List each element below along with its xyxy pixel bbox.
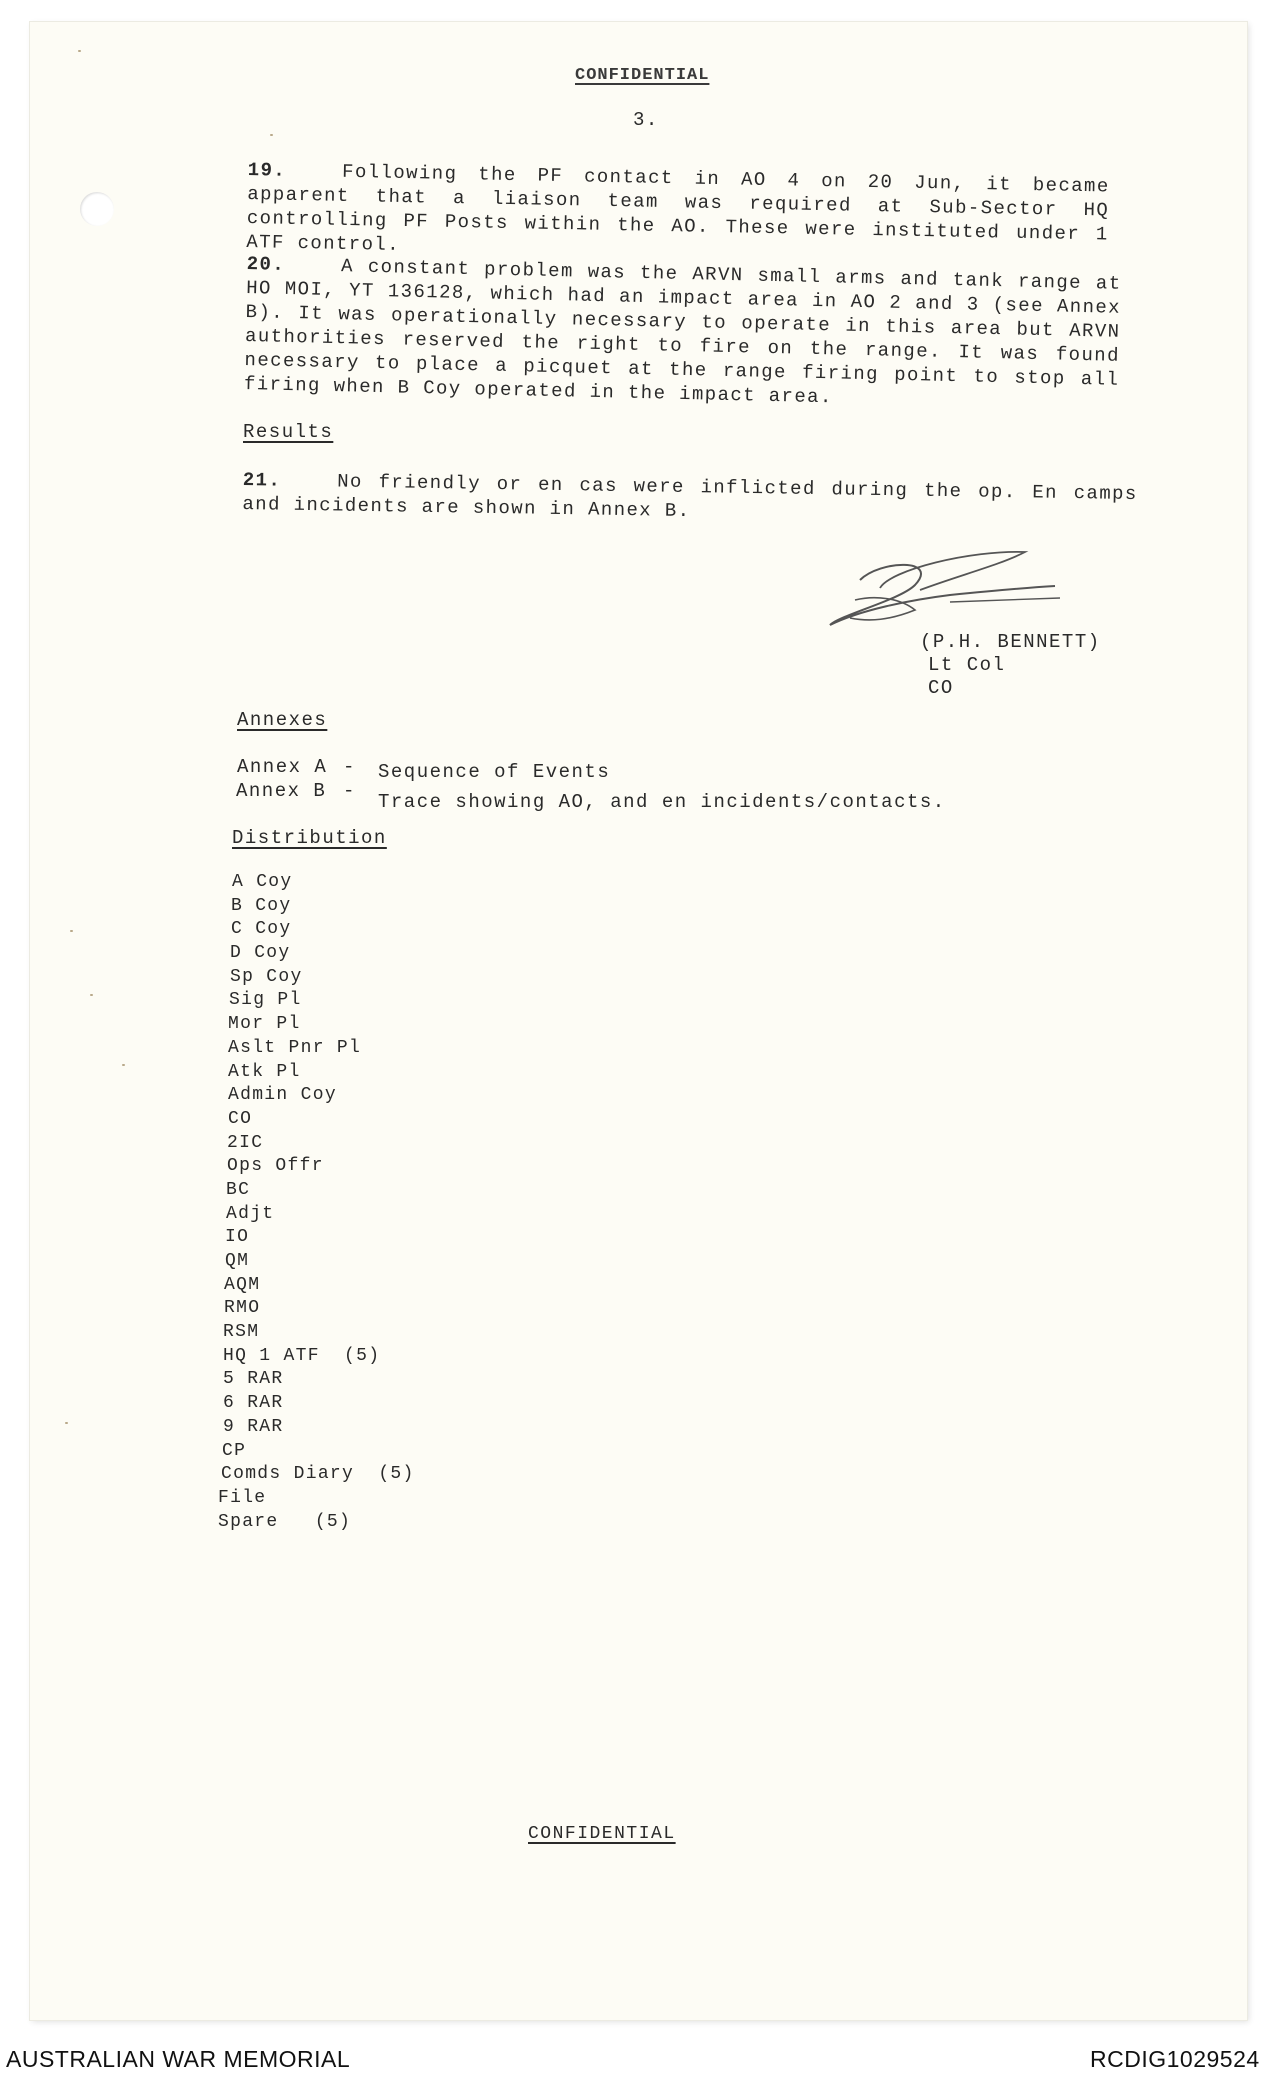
paragraph-19 <box>246 158 1110 271</box>
confidential-stamp-bottom: CONFIDENTIAL <box>528 1824 676 1844</box>
distribution-item: 5 RAR <box>223 1369 284 1390</box>
distribution-item: Adjt <box>226 1203 275 1224</box>
distribution-item: 9 RAR <box>223 1416 284 1437</box>
distribution-item: RSM <box>223 1322 260 1343</box>
distribution-item: IO <box>225 1227 250 1248</box>
distribution-item: Aslt Pnr Pl <box>228 1037 362 1058</box>
annexes-heading: Annexes <box>237 709 328 731</box>
annex-a-dash: - <box>343 756 356 778</box>
distribution-item: A Coy <box>232 872 293 892</box>
archive-reference: RCDIG1029524 <box>1090 2046 1260 2072</box>
paper-speck <box>78 50 81 52</box>
distribution-item: CP <box>222 1440 247 1461</box>
annex-a-text: Sequence of Events <box>378 761 611 783</box>
distribution-item: 6 RAR <box>223 1393 284 1414</box>
distribution-item: Sp Coy <box>230 966 303 987</box>
paragraph-number: 19. <box>247 158 287 182</box>
distribution-item: 2IC <box>227 1132 264 1153</box>
paragraph-number: 20. <box>246 252 286 276</box>
distribution-item: HQ 1 ATF (5) <box>223 1345 381 1366</box>
results-heading: Results <box>243 421 334 443</box>
signatory-appointment: CO <box>928 677 954 699</box>
paper-speck <box>270 134 273 136</box>
distribution-item: C Coy <box>231 919 292 940</box>
annex-b-label: Annex B <box>236 780 327 802</box>
paper-speck <box>90 994 93 996</box>
archive-institution: AUSTRALIAN WAR MEMORIAL <box>6 2046 351 2072</box>
confidential-stamp-top: CONFIDENTIAL <box>575 66 710 85</box>
paragraph-number: 21. <box>242 468 282 492</box>
handwritten-signature <box>820 540 1080 640</box>
distribution-item: Spare (5) <box>218 1511 352 1532</box>
distribution-item: CO <box>228 1108 253 1129</box>
page-number: 3. <box>633 109 659 131</box>
paragraph-20 <box>244 252 1122 416</box>
distribution-item: Sig Pl <box>229 990 302 1011</box>
signatory-name: (P.H. BENNETT) <box>920 631 1101 653</box>
distribution-item: D Coy <box>230 943 291 964</box>
distribution-item: BC <box>226 1179 251 1200</box>
signatory-rank: Lt Col <box>928 654 1006 676</box>
paragraph-text: Following the PF contact in AO 4 on 20 Jun, it became apparent that a liaison team was required at Sub-Sector HQ controlling PF Posts within the AO. These were instituted under 1 ATF control. <box>246 160 1110 256</box>
punch-hole <box>80 192 114 226</box>
distribution-item: Atk Pl <box>228 1061 301 1082</box>
distribution-list <box>218 872 415 1535</box>
paper-speck <box>65 1422 68 1424</box>
paper-speck <box>122 1064 125 1066</box>
annex-a-label: Annex A <box>237 756 328 778</box>
distribution-item: File <box>218 1487 267 1508</box>
paper-speck <box>70 930 73 932</box>
annex-b-dash: - <box>343 780 356 802</box>
distribution-item: Ops Offr <box>227 1156 324 1177</box>
distribution-item: Admin Coy <box>228 1085 337 1106</box>
distribution-item: Mor Pl <box>228 1014 301 1035</box>
distribution-item: B Coy <box>231 895 292 916</box>
distribution-item: Comds Diary (5) <box>221 1464 415 1485</box>
paragraph-text: No friendly or en cas were inflicted during the op. En camps and incidents are shown in Annex B. <box>242 470 1138 523</box>
distribution-item: QM <box>225 1251 250 1271</box>
annex-b-text: Trace showing AO, and en incidents/contacts. <box>378 791 946 813</box>
distribution-heading: Distribution <box>232 827 387 849</box>
distribution-item: RMO <box>224 1298 261 1319</box>
distribution-item: AQM <box>224 1274 261 1295</box>
paragraph-text: A constant problem was the ARVN small arms and tank range at HO MOI, YT 136128, which had an impact area in AO 2 and 3 (see Annex B). It was operationally necessary to operate in this area but ARVN authorities reserved the right to fire on the range. It was found necessary to place a picquet at the range firing point to stop all firing when B Coy operated in the impact area. <box>243 255 1122 409</box>
